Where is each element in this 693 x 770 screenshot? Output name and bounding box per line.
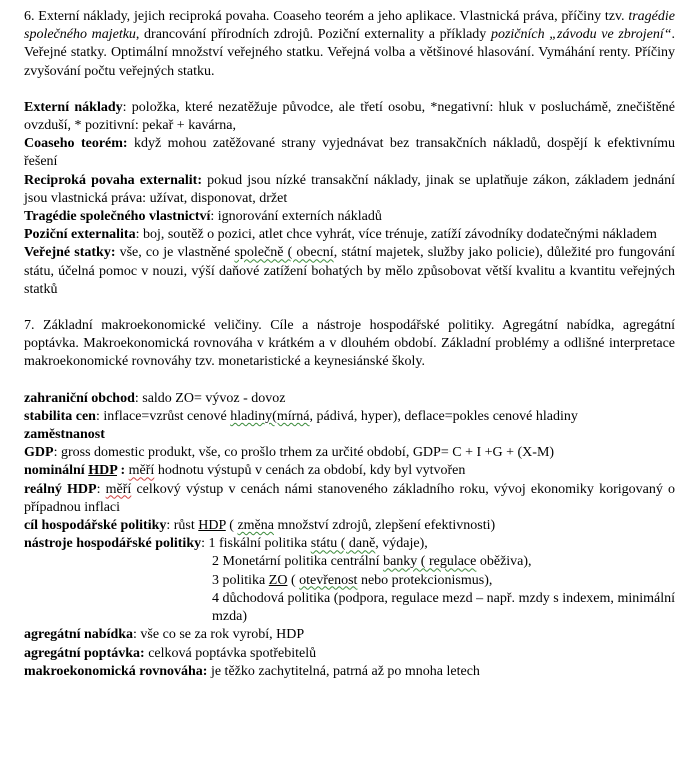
paragraph-gap (24, 372, 675, 390)
policy-tool-trade: 3 politika ZO ( otevřenost nebo protekcionismus), (212, 572, 493, 588)
definition-foreign-trade: zahraniční obchod: saldo ZO= vývoz - dovoz (24, 390, 286, 406)
definition-coase-theorem: Coaseho teorém: když mohou zatěžované strany vyjednávat bez transakčních nákladů, dospějí k efektivnímu řešení (24, 136, 675, 170)
section-6-heading: 6. Externí náklady, jejich reciproká povaha. Coaseho teorém a jeho aplikace. Vlastnická práva, příčiny tzv. tragédie společného majetku, drancování přírodních zdrojů. Poziční externality a příklady pozičních „závodu ve zbrojení“. Veřejné statky. Optimální množství veřejného statku. Veřejná volba a většinové hlasování. Vymáhání renty. Příčiny zvyšování počtu veřejných statku. (24, 9, 675, 79)
section-7-heading: 7. Základní makroekonomické veličiny. Cíle a nástroje hospodářské politiky. Agregátní nabídka, agregátní poptávka. Makroekonomická rovnováha v krátkém a v dlouhém období. Základní problémy a odlišné interpretace makroekonomické rovnováhy tzv. monetaristické a keynesiánské školy. (24, 318, 675, 370)
paragraph-gap (24, 81, 675, 99)
definition-real-gdp: reálný HDP: měří celkový výstup v cenách námi stanoveného základního roku, vývoj ekonomiky korigovaný o případnou inflaci (24, 481, 676, 515)
paragraph-gap (24, 299, 675, 317)
definition-employment: zaměstnanost (24, 427, 105, 443)
definition-reciprocal-nature: Reciproká povaha externalit: pokud jsou nízké transakční náklady, jinak se uplatňuje zákon, základem jednání jsou vlastnická práva: užívat, disponovat, držet (24, 172, 675, 206)
definition-nominal-gdp: nominální HDP : měří hodnotu výstupů v cenách za období, kdy byl vytvořen (24, 463, 466, 479)
definition-positional-externality: Poziční externalita: boj, soutěž o pozici, atlet chce vyhrát, více trénuje, zatíží závodníky dodatečnými nákladem (24, 227, 657, 243)
definition-tragedy-commons: Tragédie společného vlastnictví: ignorování externích nákladů (24, 209, 382, 225)
definition-aggregate-supply: agregátní nabídka: vše co se za rok vyrobí, HDP (24, 627, 305, 643)
definition-aggregate-demand: agregátní poptávka: celková poptávka spotřebitelů (24, 645, 317, 661)
definition-public-goods: Veřejné statky: vše, co je vlastněné společně ( obecní, státní majetek, služby jako policie), důležité pro fungování státu, účelná pomoc v nouzi, výší daňové zatížení bohatých by mělo způsobovat větší kvalitu a kvantitu veřejných statků (24, 245, 675, 297)
definition-policy-goal: cíl hospodářské politiky: růst HDP ( změna množství zdrojů, zlepšení efektivnosti) (24, 518, 496, 534)
definition-external-costs: Externí náklady: položka, které nezatěžuje původce, ale třetí osobu, *negativní: hluk v posluchámě, znečištěné ovzduší, * pozitivní: pekař + kavárna, (24, 99, 676, 134)
definition-gdp: GDP: gross domestic produkt, vše, co prošlo trhem za určité období, GDP= C + I +G + (X-M) (24, 445, 555, 461)
definition-policy-tools: nástroje hospodářské politiky: 1 fiskální politika státu ( daně, výdaje), (24, 536, 428, 552)
definition-price-stability: stabilita cen: inflace=vzrůst cenové hladiny(mírná, pádivá, hyper), deflace=pokles cenové hladiny (24, 408, 578, 424)
definition-macro-equilibrium: makroekonomická rovnováha: je těžko zachytitelná, patrná až po mnoha letech (24, 663, 480, 679)
policy-tool-income: 4 důchodová politika (podpora, regulace mezd – např. mzdy s indexem, minimální mzda) (212, 590, 675, 625)
policy-tool-monetary: 2 Monetární politika centrální banky ( regulace oběživa), (212, 554, 532, 570)
